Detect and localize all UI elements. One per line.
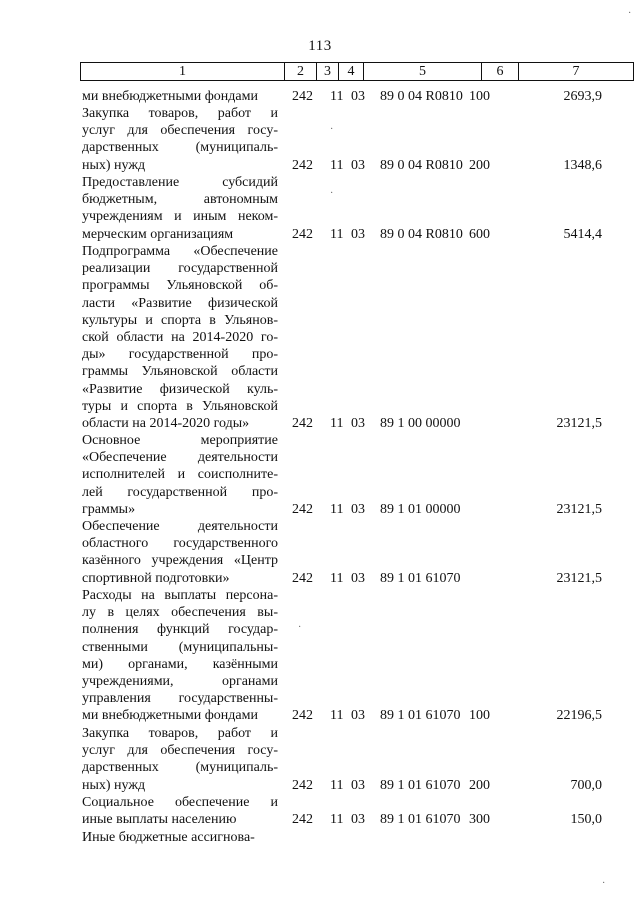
- description-line: Социальное обеспечение и: [82, 795, 278, 810]
- row-amount: 1348,6: [563, 157, 602, 173]
- grbs-code: 242: [292, 416, 313, 431]
- description-line: ственными (муниципальны-: [82, 639, 278, 655]
- target-article-code: 89 1 01 61070: [380, 812, 461, 828]
- description-line: граммы Ульяновской области: [82, 364, 278, 380]
- description-line: ных) нужд: [82, 777, 146, 793]
- row-description: [82, 518, 278, 587]
- target-article-code: 89 1 01 61070: [380, 570, 461, 586]
- section-code: 11: [330, 777, 344, 793]
- description-line: области на 2014-2020 годы»: [82, 415, 250, 431]
- scan-speck: ·: [628, 8, 632, 19]
- description-line: Основное мероприятие: [82, 433, 278, 448]
- description-line: услуг для обеспечения госу-: [82, 123, 278, 139]
- scan-speck: ·: [330, 188, 334, 199]
- description-line: ской области на 2014-2020 го-: [82, 329, 278, 345]
- section-code: 11: [330, 708, 344, 724]
- description-line: учреждениями, органами: [82, 673, 278, 689]
- description-line: Предоставление субсидий: [82, 175, 278, 190]
- section-code: 11: [330, 570, 344, 586]
- subsection-code: 03: [351, 777, 365, 793]
- grbs-code: 242: [292, 89, 313, 104]
- expense-type-code: 300: [469, 812, 490, 828]
- row-description: [82, 105, 278, 174]
- description-line: дарственных (муниципаль-: [82, 140, 278, 156]
- target-article-code: 89 0 04 R0810: [380, 226, 463, 242]
- section-code: 11: [330, 226, 344, 242]
- description-line: дарственных (муниципаль-: [82, 760, 278, 776]
- grbs-code: 242: [292, 226, 313, 242]
- row-amount: 150,0: [570, 812, 602, 828]
- description-line: Иные бюджетные ассигнова-: [82, 830, 255, 845]
- description-line: «Обеспечение деятельности: [82, 450, 278, 466]
- row-description: [82, 794, 278, 828]
- description-line: ласти «Развитие физической: [82, 295, 278, 311]
- section-code: 11: [330, 89, 344, 104]
- expense-type-code: 200: [469, 157, 490, 173]
- scan-speck: ·: [330, 124, 334, 135]
- description-line: лу в целях обеспечения вы-: [82, 605, 278, 621]
- description-line: бюджетным, автономным: [82, 192, 278, 208]
- description-line: Подпрограмма «Обеспечение: [82, 244, 278, 259]
- row-amount: 23121,5: [556, 501, 602, 517]
- expense-type-code: 100: [469, 708, 490, 724]
- header-col-3: 3: [317, 63, 339, 80]
- description-line: ных) нужд: [82, 157, 146, 173]
- row-amount: 5414,4: [563, 226, 602, 242]
- row-amount: 700,0: [570, 777, 602, 793]
- description-line: Обеспечение деятельности: [82, 519, 278, 534]
- grbs-code: 242: [292, 501, 313, 517]
- subsection-code: 03: [351, 89, 365, 104]
- description-line: ми внебюджетными фондами: [82, 708, 258, 724]
- row-description: [82, 829, 278, 846]
- page-number: 113: [308, 38, 332, 54]
- description-line: туры и спорта в Ульяновской: [82, 398, 278, 414]
- description-line: Расходы на выплаты персона-: [82, 588, 278, 603]
- target-article-code: 89 0 04 R0810: [380, 157, 463, 173]
- section-code: 11: [330, 501, 344, 517]
- header-col-2: 2: [285, 63, 317, 80]
- target-article-code: 89 0 04 R0810: [380, 89, 463, 104]
- row-amount: 2693,9: [563, 89, 602, 104]
- description-line: граммы»: [82, 501, 136, 517]
- section-code: 11: [330, 812, 344, 828]
- subsection-code: 03: [351, 226, 365, 242]
- target-article-code: 89 1 01 00000: [380, 501, 461, 517]
- description-line: управления государственны-: [82, 691, 278, 707]
- description-line: мерческим организациям: [82, 226, 234, 242]
- expense-type-code: 100: [469, 89, 490, 104]
- description-line: спортивной подготовки»: [82, 570, 230, 586]
- row-description: [82, 88, 278, 105]
- description-line: Закупка товаров, работ и: [82, 726, 278, 741]
- row-description: [82, 174, 278, 243]
- row-description: [82, 243, 278, 432]
- description-line: ми внебюджетными фондами: [82, 89, 258, 104]
- grbs-code: 242: [292, 157, 313, 173]
- header-col-4: 4: [339, 63, 364, 80]
- grbs-code: 242: [292, 812, 313, 828]
- description-line: программы Ульяновской об-: [82, 278, 278, 294]
- row-amount: 23121,5: [556, 570, 602, 586]
- description-line: ды» государственной про-: [82, 347, 278, 363]
- grbs-code: 242: [292, 777, 313, 793]
- subsection-code: 03: [351, 157, 365, 173]
- description-line: лей государственной про-: [82, 484, 278, 500]
- row-amount: 23121,5: [556, 416, 602, 431]
- description-line: Закупка товаров, работ и: [82, 106, 278, 121]
- scan-speck: ·: [602, 878, 606, 889]
- description-line: услуг для обеспечения госу-: [82, 743, 278, 759]
- grbs-code: 242: [292, 708, 313, 724]
- description-line: реализации государственной: [82, 261, 278, 277]
- header-col-7: 7: [572, 64, 580, 79]
- subsection-code: 03: [351, 501, 365, 517]
- row-amount: 22196,5: [556, 708, 602, 724]
- row-description: [82, 432, 278, 518]
- header-col-6: 6: [482, 63, 519, 80]
- target-article-code: 89 1 00 00000: [380, 416, 461, 431]
- description-line: иные выплаты населению: [82, 812, 237, 828]
- row-description: [82, 587, 278, 725]
- expense-type-code: 600: [469, 226, 490, 242]
- section-code: 11: [330, 416, 344, 431]
- scan-speck: ·: [298, 622, 302, 633]
- header-col-5: 5: [364, 63, 482, 80]
- target-article-code: 89 1 01 61070: [380, 708, 461, 724]
- description-line: областного государственного: [82, 536, 278, 552]
- table-header: [80, 62, 634, 81]
- subsection-code: 03: [351, 708, 365, 724]
- description-line: казённого учреждения «Центр: [82, 553, 278, 569]
- subsection-code: 03: [351, 416, 365, 431]
- header-col-1: 1: [81, 63, 285, 80]
- target-article-code: 89 1 01 61070: [380, 777, 461, 793]
- description-line: исполнителей и соисполните-: [82, 467, 278, 483]
- description-line: полнения функций государ-: [82, 622, 278, 638]
- row-description: [82, 725, 278, 794]
- grbs-code: 242: [292, 570, 313, 586]
- section-code: 11: [330, 157, 344, 173]
- expense-type-code: 200: [469, 777, 490, 793]
- subsection-code: 03: [351, 570, 365, 586]
- description-line: учреждениям и иным неком-: [82, 209, 278, 225]
- description-line: «Развитие физической куль-: [82, 381, 278, 397]
- description-line: культуры и спорта в Ульянов-: [82, 312, 278, 328]
- description-line: ми) органами, казёнными: [82, 656, 278, 672]
- subsection-code: 03: [351, 812, 365, 828]
